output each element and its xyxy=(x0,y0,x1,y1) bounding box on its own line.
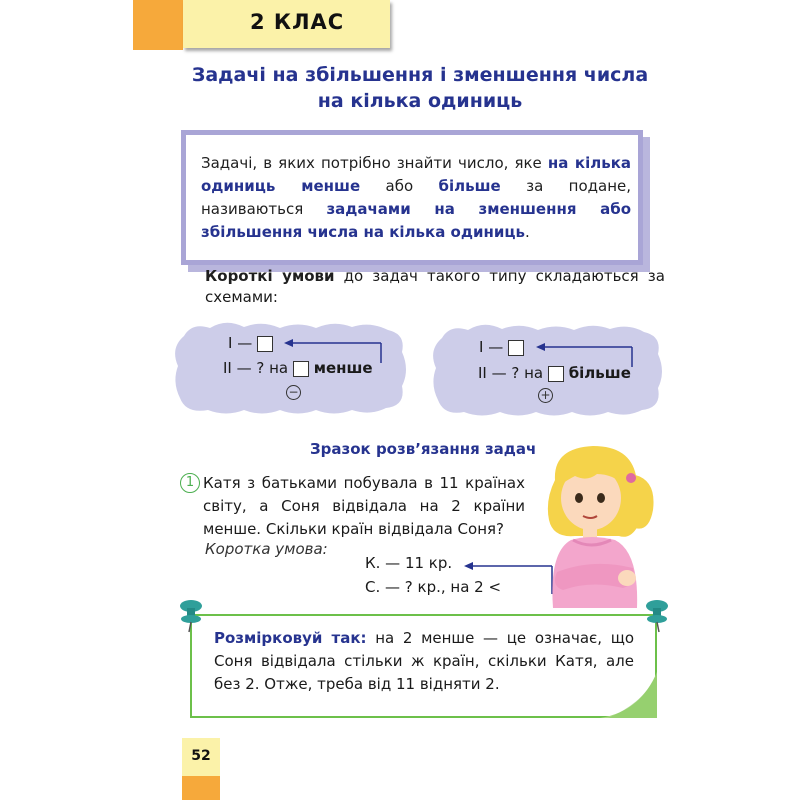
scheme1-box1 xyxy=(257,336,273,352)
rule-text-part: за подане, називаються xyxy=(201,177,631,218)
pushpin-right-icon xyxy=(642,598,672,634)
scheme1-sign: − xyxy=(286,385,301,400)
page-title xyxy=(150,62,690,114)
example-number: 1 xyxy=(180,473,200,493)
reasoning-body: на 2 менше — це означає, що Соня відвідала стільки ж країн, скільки Катя, але без 2. Отже, треба від 11 відняти 2. xyxy=(214,629,634,693)
rule-text xyxy=(201,152,631,244)
rule-text-part: . xyxy=(524,223,530,241)
rule-highlight: на кілька одиниць менше xyxy=(201,154,631,195)
condition-line-2: С. — ? кр., на 2 < xyxy=(365,578,502,596)
scheme2-arrow xyxy=(534,339,638,369)
title-line-1: Задачі на збільшення і зменшення числа xyxy=(191,64,649,86)
scheme2-box1 xyxy=(508,340,524,356)
header-orange-tab xyxy=(133,0,183,50)
reasoning-title: Розмірковуй так: xyxy=(214,629,367,647)
scheme1-word: менше xyxy=(313,359,373,377)
condition-line-1: К. — 11 кр. xyxy=(365,554,453,572)
short-conditions-rest: до задач такого типу складаються за схемами: xyxy=(205,267,665,306)
title-line-2: на кілька одиниць xyxy=(317,90,523,112)
example-title: Зразок розв’язання задач xyxy=(310,440,537,458)
scheme2-word: більше xyxy=(568,364,631,382)
scheme1-row1-label: І — xyxy=(228,334,253,352)
scheme2-row2-label: ІІ — ? на xyxy=(478,364,544,382)
scheme2-row1 xyxy=(479,338,524,356)
rule-text-part: Задачі, в яких потрібно знайти число, яке xyxy=(201,154,548,172)
condition-label: Коротка умова: xyxy=(205,540,328,558)
scheme1-row1 xyxy=(228,334,273,352)
girl-illustration xyxy=(535,440,660,610)
rule-highlight: задачами на зменшення або збільшення числа на кілька одиниць xyxy=(201,200,632,241)
reasoning-text xyxy=(214,627,634,696)
page-number: 52 xyxy=(191,748,211,764)
scheme2-row1-label: І — xyxy=(479,338,504,356)
example-text: Катя з батьками побувала в 11 країнах світу, а Соня відвідала на 2 країни менше. Скільки країн відвідала Соня? xyxy=(203,474,525,538)
rule-text-part: або xyxy=(360,177,439,195)
grade-label: 2 КЛАС xyxy=(250,10,345,34)
pushpin-left-icon xyxy=(176,598,206,634)
scheme1-arrow xyxy=(282,335,392,365)
short-conditions-text xyxy=(205,266,665,308)
short-conditions-bold: Короткі умови xyxy=(205,267,335,285)
scheme2-sign: + xyxy=(538,388,553,403)
scheme1-row2-label: ІІ — ? на xyxy=(223,359,289,377)
rule-highlight: більше xyxy=(438,177,501,195)
